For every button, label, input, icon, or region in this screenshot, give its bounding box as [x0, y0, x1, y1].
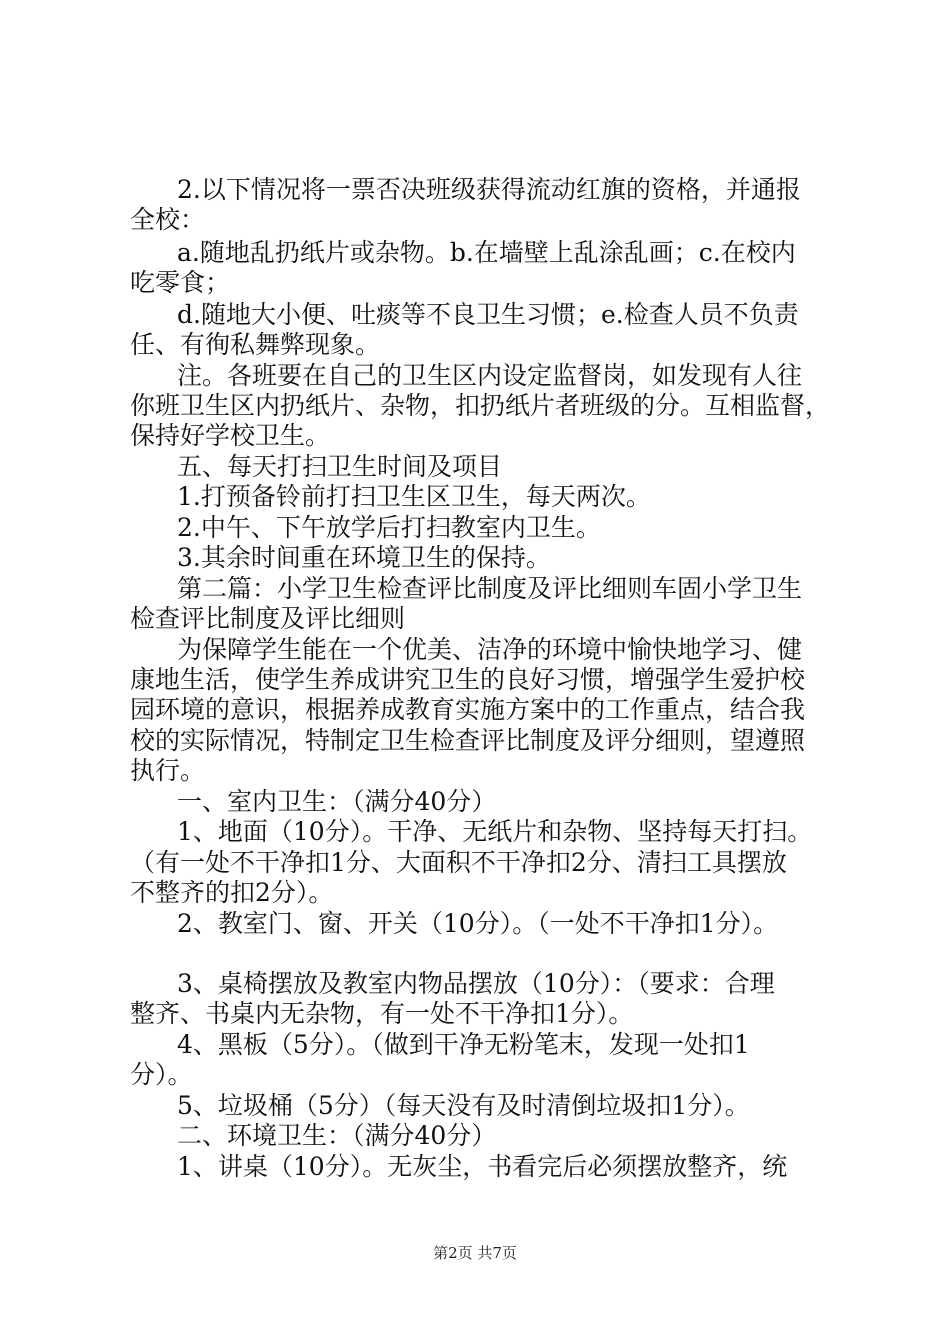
text-line: 任、有徇私舞弊现象。 [130, 330, 381, 359]
text-line: 整齐、书桌内无杂物，有一处不干净扣1分）。 [130, 999, 634, 1028]
text-line: d.随地大小便、吐痰等不良卫生习惯；e.检查人员不负责 [177, 300, 799, 329]
section-heading: 五、每天打扫卫生时间及项目 [177, 452, 503, 481]
text-line: 园环境的意识，根据养成教育实施方案中的工作重点，结合我 [130, 695, 806, 724]
text-line: 2、教室门、窗、开关（10分）。（一处不干净扣1分）。 [177, 909, 779, 938]
page-footer: 第2页 共7页 [433, 1244, 517, 1262]
text-line: 4、黑板（5分）。（做到干净无粉笔末，发现一处扣1 [177, 1030, 750, 1059]
text-line: 5、垃圾桶（5分）（每天没有及时清倒垃圾扣1分）。 [177, 1091, 750, 1120]
text-line: 不整齐的扣2分）。 [130, 878, 334, 907]
text-line: 1、地面（10分）。干净、无纸片和杂物、坚持每天打扫。 [177, 817, 813, 846]
text-line: 2.以下情况将一票否决班级获得流动红旗的资格，并通报 [177, 175, 801, 204]
text-line: （有一处不干净扣1分、大面积不干净扣2分、清扫工具摆放 [130, 848, 787, 877]
text-line: 执行。 [130, 756, 206, 785]
section-heading: 二、环境卫生：（满分40分） [177, 1121, 497, 1150]
chapter-heading: 检查评比制度及评比细则 [130, 604, 406, 633]
text-line: 分）。 [130, 1060, 193, 1089]
chapter-heading: 第二篇：小学卫生检查评比制度及评比细则车固小学卫生 [177, 574, 803, 603]
text-line: 3、桌椅摆放及教室内物品摆放（10分）：（要求：合理 [177, 969, 775, 998]
text-line: 康地生活，使学生养成讲究卫生的良好习惯，增强学生爱护校 [130, 665, 806, 694]
text-line: 1.打预备铃前打扫卫生区卫生，每天两次。 [177, 482, 651, 511]
text-line: 全校： [130, 205, 206, 234]
text-line: 3.其余时间重在环境卫生的保持。 [177, 543, 551, 572]
text-line: a.随地乱扔纸片或杂物。b.在墙壁上乱涂乱画；c.在校内 [177, 238, 796, 267]
text-line: 2.中午、下午放学后打扫教室内卫生。 [177, 513, 601, 542]
text-line: 1、讲桌（10分）。无灰尘，书看完后必须摆放整齐，统 [177, 1152, 788, 1181]
text-line: 你班卫生区内扔纸片、杂物，扣扔纸片者班级的分。互相监督， [130, 391, 831, 420]
text-line: 吃零食； [130, 268, 231, 297]
text-line: 注。各班要在自己的卫生区内设定监督岗，如发现有人往 [177, 361, 803, 390]
text-line: 为保障学生能在一个优美、洁净的环境中愉快地学习、健 [177, 635, 803, 664]
text-line: 保持好学校卫生。 [130, 421, 331, 450]
text-line: 校的实际情况，特制定卫生检查评比制度及评分细则，望遵照 [130, 726, 806, 755]
section-heading: 一、室内卫生：（满分40分） [177, 787, 497, 816]
